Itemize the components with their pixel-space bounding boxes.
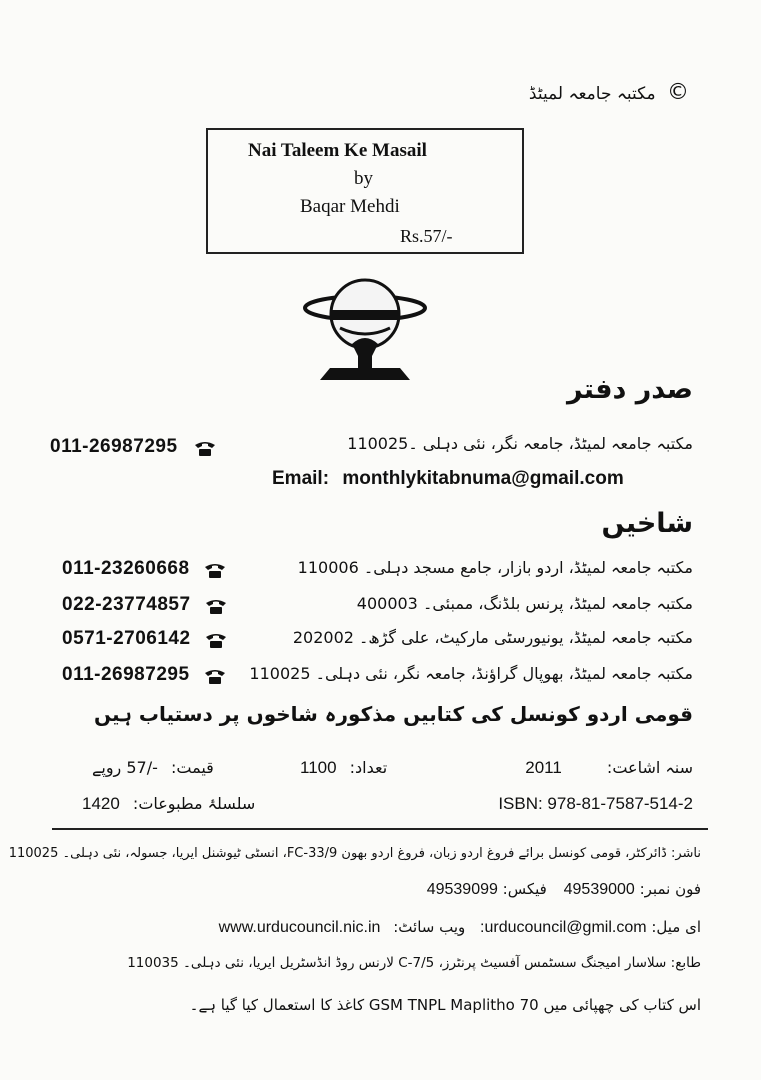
price-label: قیمت:	[171, 758, 214, 777]
price-row	[92, 758, 214, 777]
website-label: ویب سائٹ:	[393, 918, 466, 936]
year-label: سنہ اشاعت:	[606, 758, 693, 777]
branch-phone-row	[62, 558, 227, 580]
divider	[52, 828, 708, 830]
paper-note: اس کتاب کی چھپائی میں 70 GSM TNPL Maplitho کاغذ کا استعمال کیا گیا ہے۔	[189, 996, 701, 1014]
availability-note: قومی اردو کونسل کی کتابیں مذکورہ شاخوں پر دستیاب ہیں	[94, 702, 693, 726]
branch-phone-row	[62, 594, 228, 616]
author-name: Baqar Mehdi	[300, 196, 400, 217]
count-value: 1100	[300, 758, 337, 777]
telephone-icon	[204, 597, 228, 615]
by-text: by	[354, 168, 373, 189]
telephone-icon	[204, 631, 228, 649]
publisher-web-row	[219, 918, 701, 937]
email-label: Email:	[272, 468, 330, 489]
branch-address: مکتبہ جامعہ لمیٹڈ، بھوپال گراؤنڈ، جامعہ نگر، نئی دہلی۔ 110025	[249, 664, 693, 683]
publisher-line: ناشر: ڈائرکٹر، قومی کونسل برائے فروغ اردو زبان، فروغ اردو بھون FC-33/9، انسٹی ٹیوشنل ایریا، جسولہ، نئی دہلی۔ 110025	[8, 846, 701, 861]
head-office-address: مکتبہ جامعہ لمیٹڈ، جامعہ نگر، نئی دہلی ۔110025	[347, 434, 693, 453]
copyright-text: مکتبہ جامعہ لمیٹڈ	[528, 84, 656, 104]
year-value: 2011	[525, 758, 562, 777]
fax-value: 49539099	[426, 881, 498, 898]
printer-line: طابع: سلاسار امیجنگ سسٹمس آفسیٹ پرنٹرز، C-7/5 لارنس روڈ انڈسٹریل ایریا، نئی دہلی۔ 110035	[127, 955, 701, 971]
publisher-logo	[300, 272, 430, 390]
print-count-row	[300, 758, 387, 778]
isbn: ISBN: 978-81-7587-514-2	[498, 794, 693, 813]
book-title: Nai Taleem Ke Masail	[248, 140, 427, 161]
publisher-website[interactable]: www.urducouncil.nic.in	[218, 919, 381, 936]
head-office-phone-row	[50, 436, 217, 458]
fax-label: فیکس:	[502, 880, 547, 898]
series-row	[82, 794, 255, 814]
series-label: سلسلۂ مطبوعات:	[132, 794, 256, 813]
branch-phone: 011-26987295	[62, 664, 190, 685]
book-price: Rs.57/-	[400, 226, 453, 246]
branch-address: مکتبہ جامعہ لمیٹڈ، پرنس بلڈنگ، ممبئی۔ 400003	[356, 594, 693, 613]
telephone-icon	[193, 439, 217, 457]
branches-heading: شاخیں	[601, 508, 693, 539]
telephone-icon	[203, 667, 227, 685]
email-address[interactable]: monthlykitabnuma@gmail.com	[342, 468, 624, 489]
publisher-contact-row	[427, 880, 701, 899]
publisher-email[interactable]: urducouncil@gmil.com:	[480, 919, 647, 936]
branch-address: مکتبہ جامعہ لمیٹڈ، اردو بازار، جامع مسجد دہلی۔ 110006	[297, 558, 693, 577]
count-label: تعداد:	[349, 758, 388, 777]
branch-phone: 011-23260668	[62, 558, 190, 579]
branch-phone-row	[62, 628, 228, 650]
branch-phone-row	[62, 664, 227, 686]
head-office-heading: صدر دفتر	[567, 374, 693, 405]
email-label: ای میل:	[651, 918, 701, 936]
head-office-email-row	[272, 468, 624, 490]
phone-value: 49539000	[563, 881, 635, 898]
branch-phone: 022-23774857	[62, 594, 191, 615]
phone-label: فون نمبر:	[639, 880, 701, 898]
branch-phone: 0571-2706142	[62, 628, 191, 649]
copyright-symbol: ©	[667, 80, 689, 105]
publication-year-row	[525, 758, 693, 778]
price-value: -/57 روپے	[92, 758, 158, 777]
head-office-phone: 011-26987295	[50, 436, 178, 457]
series-value: 1420	[82, 794, 120, 813]
telephone-icon	[203, 561, 227, 579]
branch-address: مکتبہ جامعہ لمیٹڈ، یونیورسٹی مارکیٹ، علی گڑھ۔ 202002	[292, 628, 693, 647]
copyright-line	[529, 80, 689, 105]
title-box	[206, 128, 524, 254]
